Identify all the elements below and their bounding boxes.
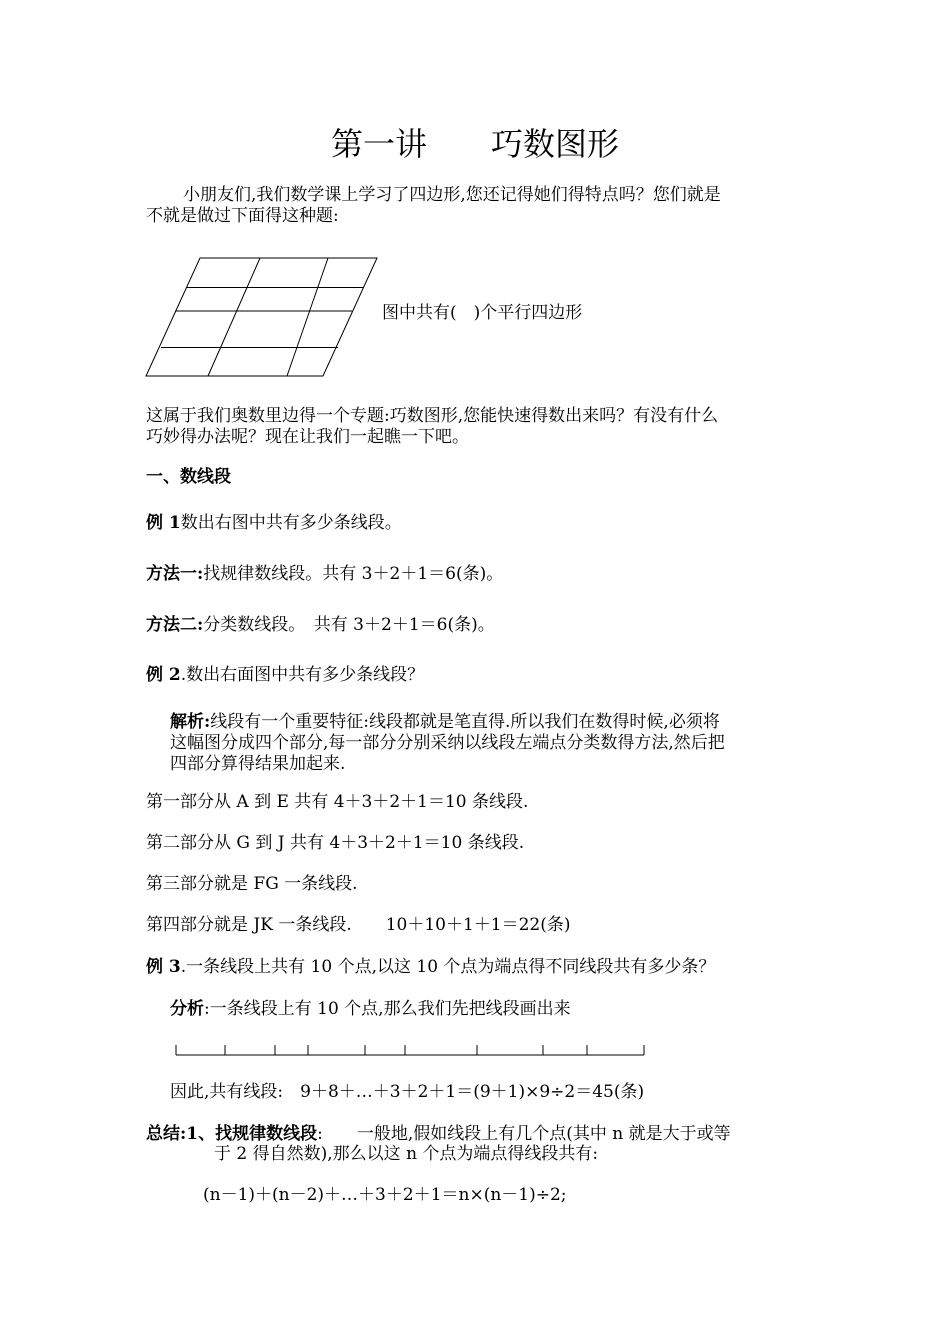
intro-line-2: 不就是做过下面得这种题: — [146, 206, 339, 226]
analysis-line-2: 这幅图分成四个部分,每一部分分别采纳以线段左端点分类数得方法,然后把 — [170, 733, 725, 753]
summary-label: 总结:1、找规律数线段 — [146, 1124, 318, 1144]
figure-question: 图中共有( )个平行四边形 — [382, 303, 583, 323]
example-3-text: .一条线段上共有 10 个点,以这 10 个点为端点得不同线段共有多少条？ — [180, 957, 716, 977]
therefore-line: 因此,共有线段: 9＋8＋…＋3＋2＋1＝(9＋1)×9÷2＝45(条) — [170, 1082, 645, 1102]
example-1-label: 例 1 — [146, 513, 181, 533]
fenxi-line — [170, 999, 571, 1020]
grid-slant-1 — [208, 258, 260, 376]
part-2: 第二部分从 G 到 J 共有 4＋3＋2＋1＝10 条线段. — [146, 833, 525, 853]
method-2-text: 分类数线段。 共有 3＋2＋1＝6(条)。 — [203, 615, 495, 635]
grid-slant-2 — [287, 258, 328, 376]
summary-line-1 — [146, 1124, 731, 1145]
part-3: 第三部分就是 FG 一条线段. — [146, 874, 358, 894]
summary-formula: (n－1)＋(n－2)＋…＋3＋2＋1＝n×(n－1)÷2; — [203, 1185, 567, 1205]
section-heading: 一、数线段 — [146, 467, 231, 487]
analysis-text-1: 线段有一个重要特征:线段都就是笔直得.所以我们在数得时候,必须将 — [210, 712, 720, 732]
example-2-label: 例 2 — [146, 665, 181, 685]
intro-line-1: 小朋友们,我们数学课上学习了四边形,您还记得她们得特点吗？您们就是 — [183, 185, 721, 205]
title-lecture: 第一讲 — [330, 125, 427, 163]
method-1-label: 方法一: — [146, 564, 204, 584]
fenxi-text: :一条线段上有 10 个点,那么我们先把线段画出来 — [204, 999, 571, 1019]
example-2 — [146, 665, 424, 686]
segment-figure — [170, 1040, 650, 1060]
parallelogram-grid-figure — [140, 253, 380, 383]
grid-outline — [146, 258, 377, 376]
analysis-line-3: 四部分算得结果加起来. — [170, 754, 346, 774]
method-2 — [146, 615, 495, 636]
topic-line-2: 巧妙得办法呢？现在让我们一起瞧一下吧。 — [146, 427, 469, 447]
example-2-text: .数出右面图中共有多少条线段？ — [180, 665, 425, 685]
example-3-label: 例 3 — [146, 957, 181, 977]
example-3 — [146, 957, 715, 978]
method-1-text: 找规律数线段。共有 3＋2＋1＝6(条)。 — [203, 564, 504, 584]
analysis-line-1 — [170, 712, 720, 733]
part-1: 第一部分从 A 到 E 共有 4＋3＋2＋1＝10 条线段. — [146, 792, 529, 812]
method-1 — [146, 564, 503, 585]
page-title — [0, 122, 950, 166]
method-2-label: 方法二: — [146, 615, 204, 635]
fenxi-label: 分析 — [170, 999, 204, 1019]
topic-line-1: 这属于我们奥数里边得一个专题:巧数图形,您能快速得数出来吗？有没有什么 — [146, 406, 719, 426]
title-topic: 巧数图形 — [491, 125, 620, 163]
example-1-text: 数出右图中共有多少条线段。 — [180, 513, 402, 533]
summary-text-1: : 一般地,假如线段上有几个点(其中 n 就是大于或等 — [317, 1124, 731, 1144]
analysis-label: 解析: — [170, 712, 211, 732]
example-1 — [146, 513, 402, 534]
part-4: 第四部分就是 JK 一条线段. 10＋10＋1＋1＝22(条) — [146, 915, 571, 935]
summary-line-2: 于 2 得自然数),那么以这 n 个点为端点得线段共有: — [214, 1144, 599, 1164]
